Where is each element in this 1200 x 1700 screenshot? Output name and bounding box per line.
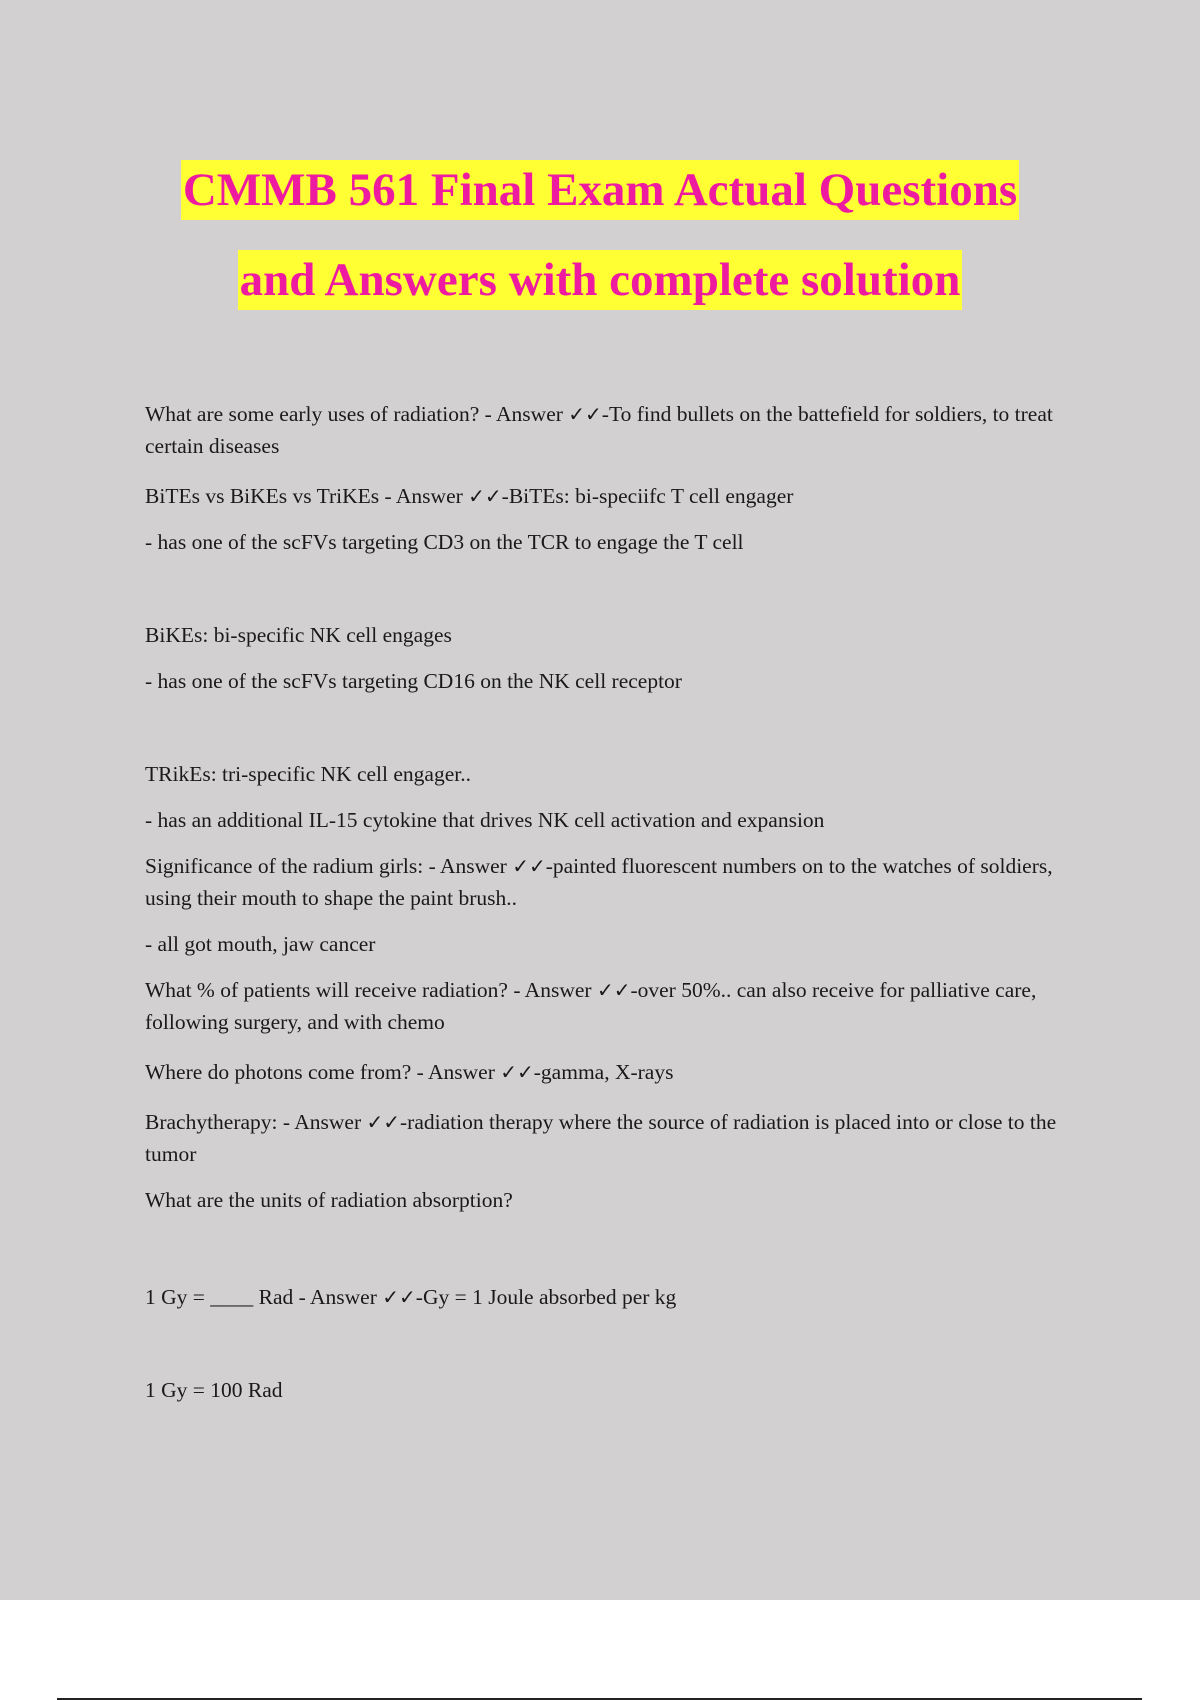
answer-detail: - has one of the scFVs targeting CD16 on the NK cell receptor xyxy=(145,669,682,693)
qa-radium-girls xyxy=(145,850,1095,914)
answer-detail: TRikEs: tri-specific NK cell engager.. xyxy=(145,762,471,786)
question-text: Brachytherapy: - Answer xyxy=(145,1110,367,1134)
qa-patients-radiation xyxy=(145,974,1095,1038)
answer-detail: 1 Gy = 100 Rad xyxy=(145,1378,283,1402)
answer-detail: - all got mouth, jaw cancer xyxy=(145,932,376,956)
answer-text: -BiTEs: bi-speciifc T cell engager xyxy=(501,484,794,508)
document-body xyxy=(145,398,1095,1406)
double-check-icon: ✓✓ xyxy=(366,1110,401,1134)
qa-photons xyxy=(145,1056,1095,1088)
title-line-2: and Answers with complete solution xyxy=(238,250,963,310)
qa-brachytherapy xyxy=(145,1106,1095,1170)
question-text: What are the units of radiation absorption? xyxy=(145,1188,513,1212)
double-check-icon: ✓✓ xyxy=(500,1060,534,1084)
answer-text: -radiation therapy where the source of radiation is placed into or close to the tumor xyxy=(145,1110,1057,1166)
question-text: What % of patients will receive radiation? - Answer xyxy=(145,978,597,1002)
document-title xyxy=(0,160,1200,310)
question-text: Where do photons come from? - Answer xyxy=(145,1060,501,1084)
question-text: Significance of the radium girls: - Answer xyxy=(145,854,513,878)
answer-text: -gamma, X-rays xyxy=(533,1060,674,1084)
answer-text: -Gy = 1 Joule absorbed per kg xyxy=(415,1285,677,1309)
double-check-icon: ✓✓ xyxy=(382,1285,416,1309)
title-line-1: CMMB 561 Final Exam Actual Questions xyxy=(181,160,1019,220)
answer-text: -over 50%.. can also receive for palliative care, following surgery, and with chemo xyxy=(145,978,1037,1034)
question-text: What are some early uses of radiation? - Answer xyxy=(145,402,569,426)
answer-detail: - has one of the scFVs targeting CD3 on the TCR to engage the T cell xyxy=(145,530,744,554)
qa-radiation-units xyxy=(145,1281,1095,1313)
answer-text: -painted fluorescent numbers on to the watches of soldiers, using their mouth to shape the paint brush.. xyxy=(145,854,1053,910)
qa-early-uses xyxy=(145,398,1095,462)
double-check-icon: ✓✓ xyxy=(596,978,631,1002)
answer-detail: BiKEs: bi-specific NK cell engages xyxy=(145,623,452,647)
double-check-icon: ✓✓ xyxy=(468,484,502,508)
qa-bites xyxy=(145,480,1095,512)
question-text: BiTEs vs BiKEs vs TriKEs - Answer xyxy=(145,484,469,508)
answer-detail: - has an additional IL-15 cytokine that drives NK cell activation and expansion xyxy=(145,808,825,832)
double-check-icon: ✓✓ xyxy=(512,854,546,878)
double-check-icon: ✓✓ xyxy=(568,402,602,426)
answer-text: -To find bullets on the battefield for soldiers, to treat certain diseases xyxy=(145,402,1053,458)
question-text: 1 Gy = ____ Rad - Answer xyxy=(145,1285,383,1309)
